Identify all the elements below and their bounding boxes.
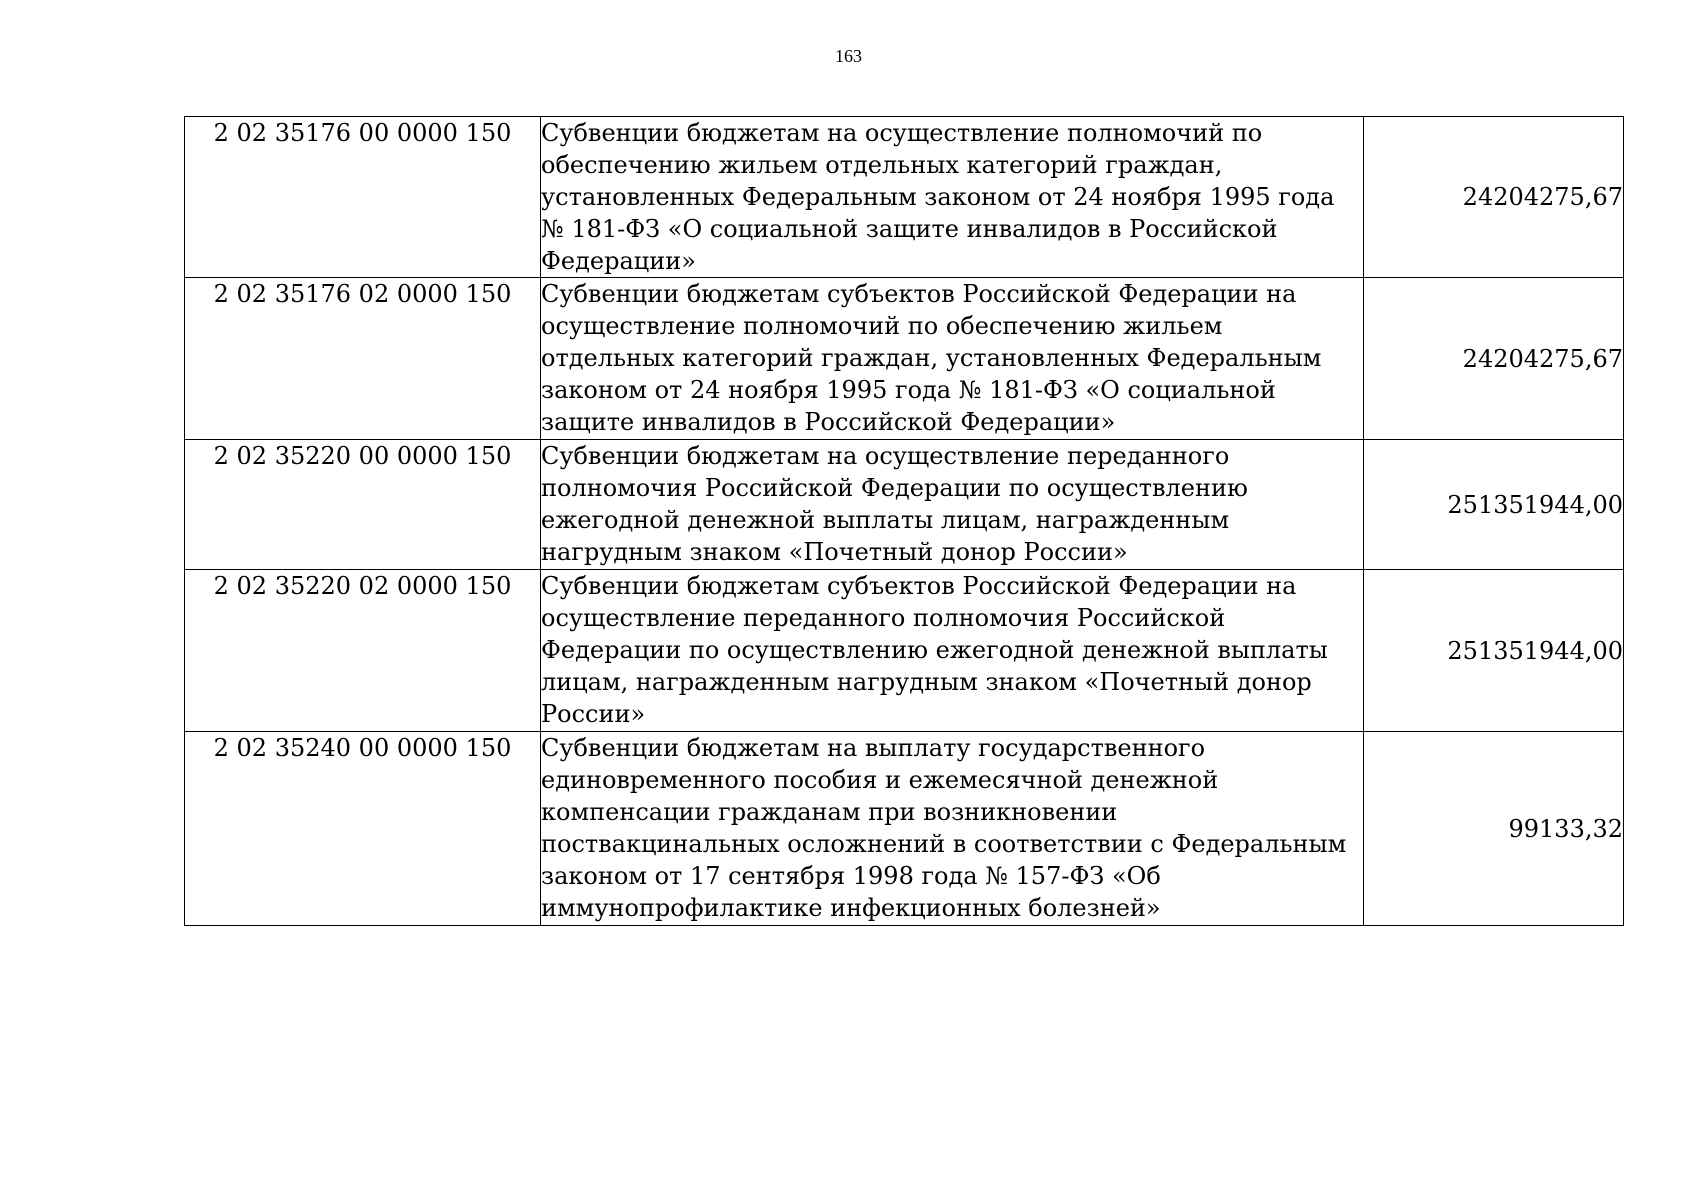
- budget-code-cell: 2 02 35220 02 0000 150: [185, 570, 541, 732]
- budget-code-cell: 2 02 35240 00 0000 150: [185, 732, 541, 926]
- table-row: [185, 278, 1624, 440]
- table-row: [185, 732, 1624, 926]
- budget-code-cell: 2 02 35220 00 0000 150: [185, 440, 541, 570]
- amount-cell: 251351944,00: [1364, 440, 1624, 570]
- description-cell: Субвенции бюджетам на выплату государственного единовременного пособия и ежемесячной денежной компенсации гражданам при возникновении поствакцинальных осложнений в соответствии с Федеральным законом от 17 сентября 1998 года № 157-ФЗ «Об иммунопрофилактике инфекционных болезней»: [541, 732, 1364, 926]
- page-number: 163: [835, 46, 862, 66]
- budget-code-cell: 2 02 35176 02 0000 150: [185, 278, 541, 440]
- budget-code-cell: 2 02 35176 00 0000 150: [185, 117, 541, 278]
- table-row: [185, 117, 1624, 278]
- description-cell: Субвенции бюджетам субъектов Российской Федерации на осуществление переданного полномочия Российской Федерации по осуществлению ежегодной денежной выплаты лицам, награжденным нагрудным знаком «Почетный донор России»: [541, 570, 1364, 732]
- amount-cell: 99133,32: [1364, 732, 1624, 926]
- description-cell: Субвенции бюджетам на осуществление переданного полномочия Российской Федерации по осуществлению ежегодной денежной выплаты лицам, награжденным нагрудным знаком «Почетный донор России»: [541, 440, 1364, 570]
- amount-cell: 251351944,00: [1364, 570, 1624, 732]
- amount-cell: 24204275,67: [1364, 278, 1624, 440]
- amount-cell: 24204275,67: [1364, 117, 1624, 278]
- budget-table: [184, 116, 1624, 926]
- description-cell: Субвенции бюджетам субъектов Российской Федерации на осуществление полномочий по обеспечению жильем отдельных категорий граждан, установленных Федеральным законом от 24 ноября 1995 года № 181-ФЗ «О социальной защите инвалидов в Российской Федерации»: [541, 278, 1364, 440]
- description-cell: Субвенции бюджетам на осуществление полномочий по обеспечению жильем отдельных категорий граждан, установленных Федеральным законом от 24 ноября 1995 года № 181-ФЗ «О социальной защите инвалидов в Российской Федерации»: [541, 117, 1364, 278]
- table-row: [185, 440, 1624, 570]
- table-row: [185, 570, 1624, 732]
